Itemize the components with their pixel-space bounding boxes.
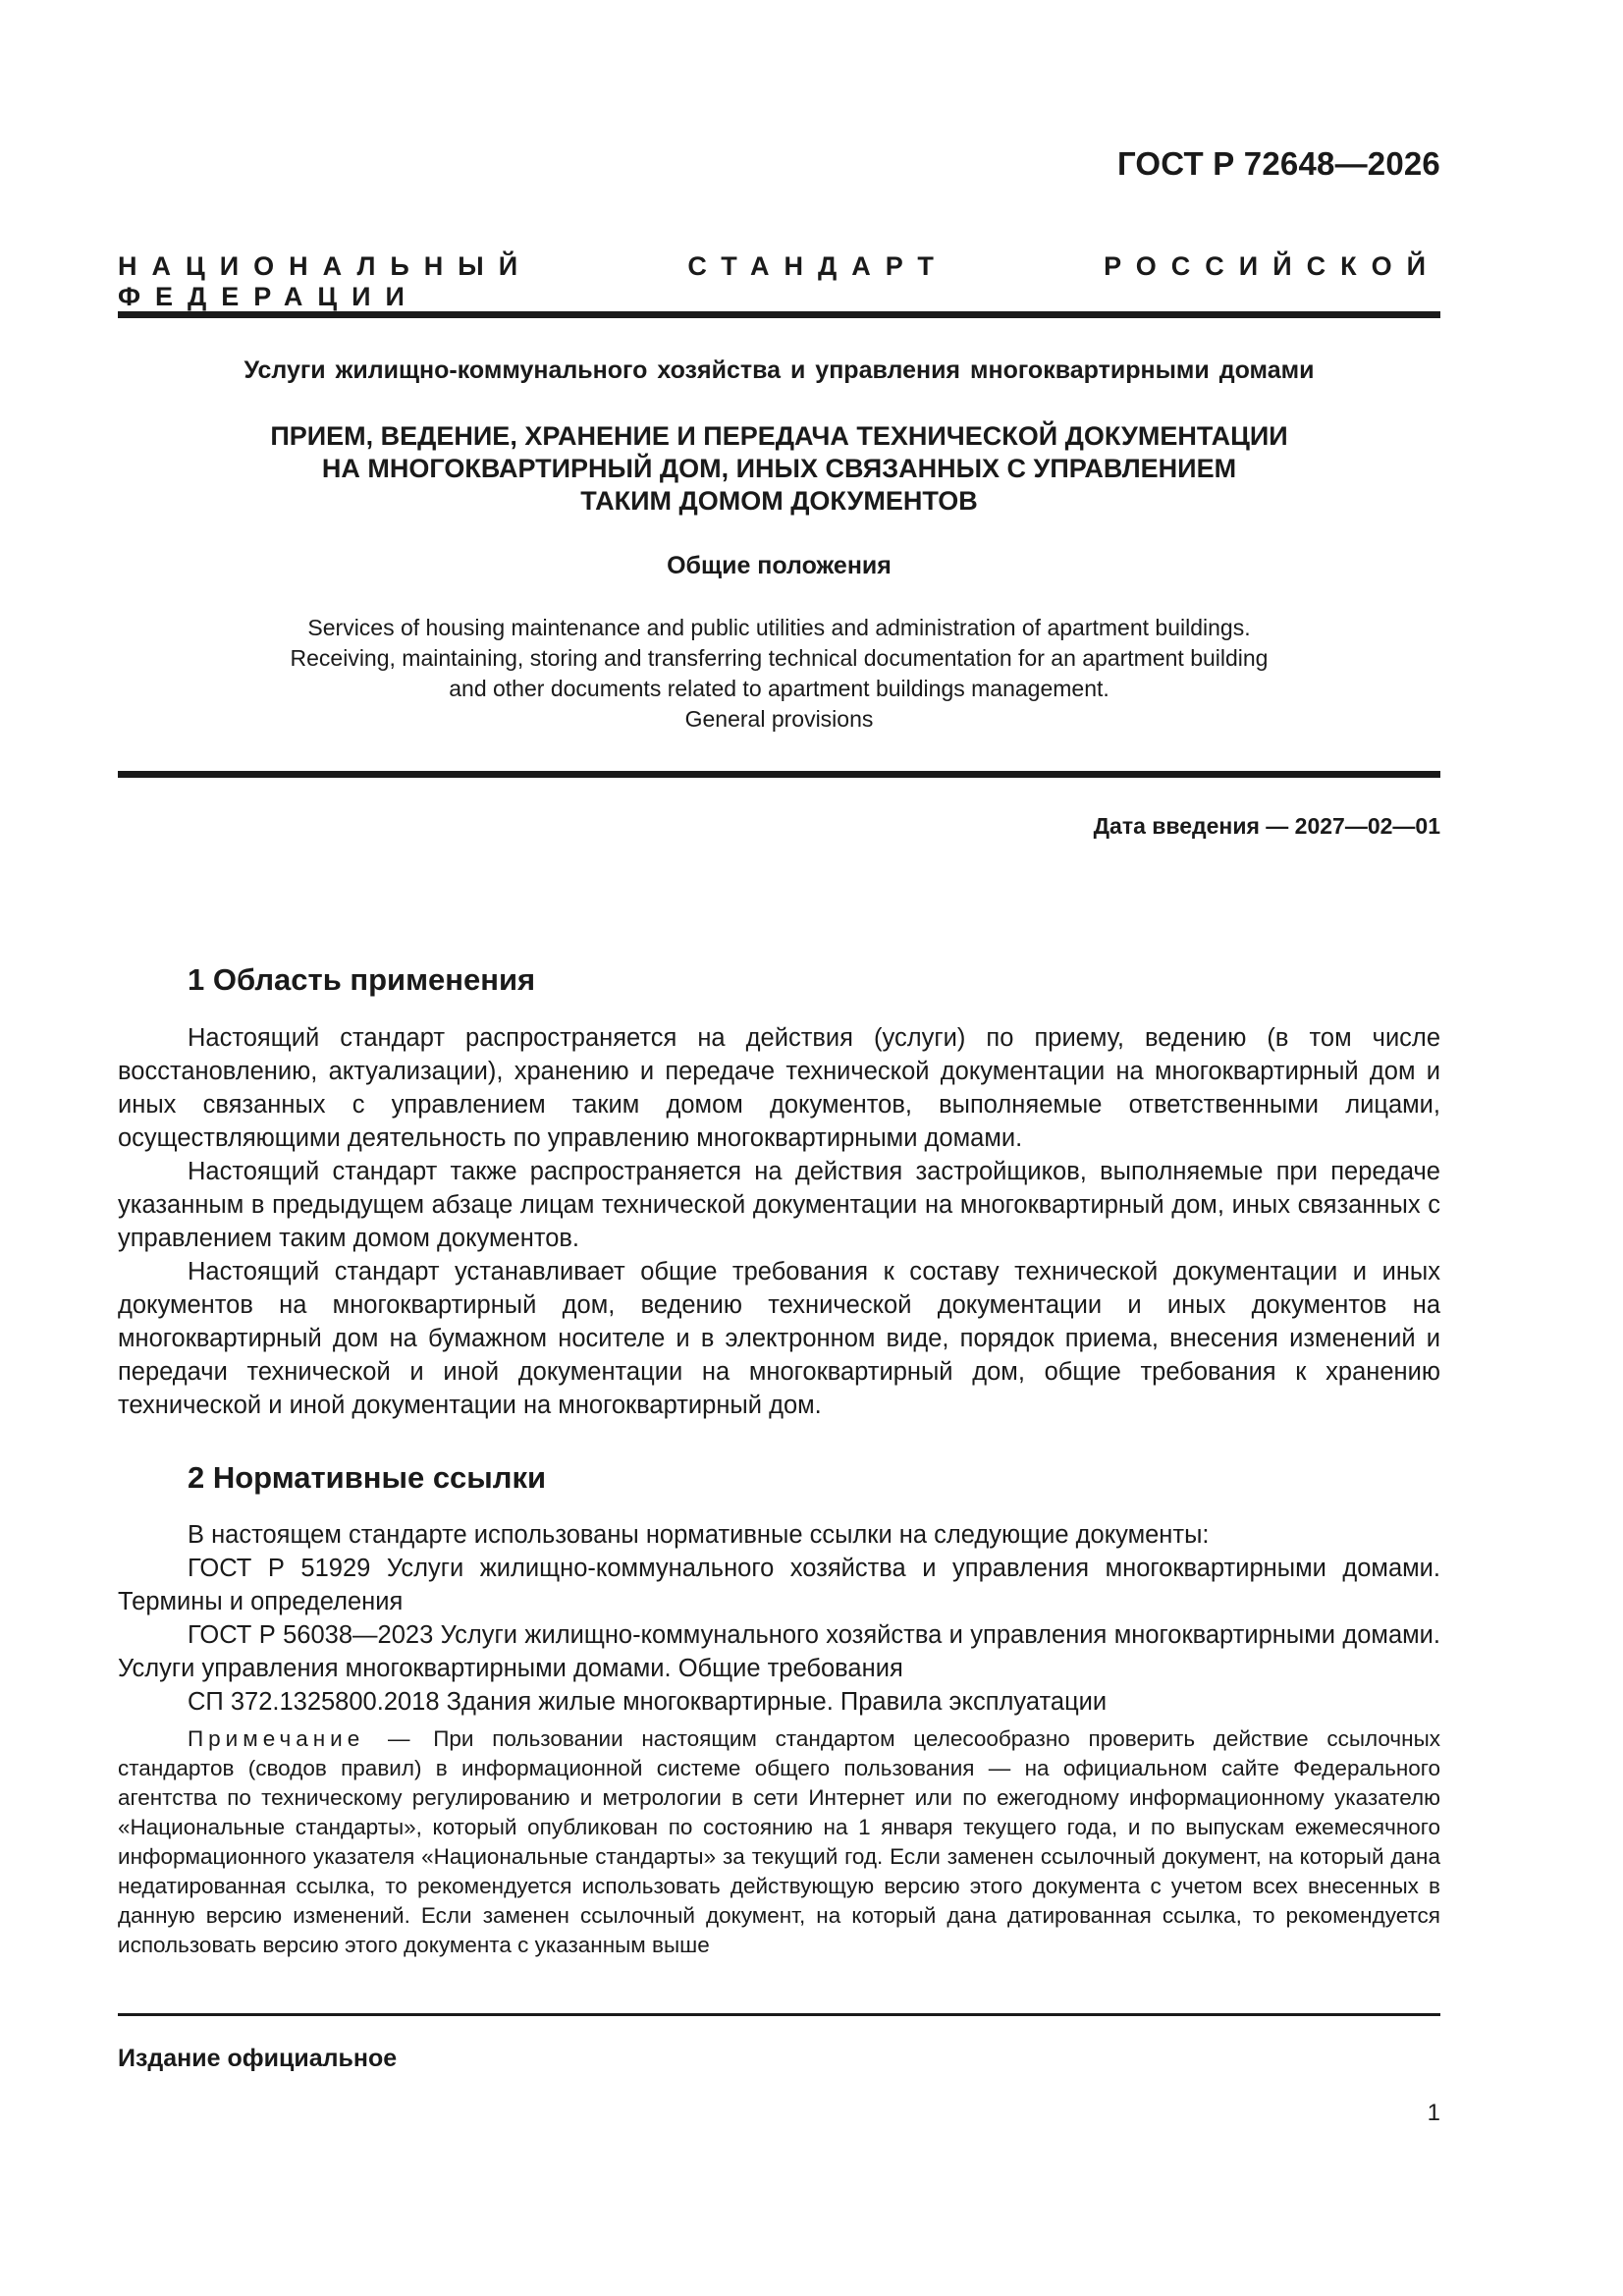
title-bottom-rule bbox=[118, 771, 1440, 778]
doc-number: ГОСТ Р 72648—2026 bbox=[1116, 145, 1440, 182]
sector-title: Услуги жилищно-коммунального хозяйства и управления многоквартирными домами bbox=[243, 356, 1315, 384]
national-standard-banner: НАЦИОНАЛЬНЫЙ СТАНДАРТ РОССИЙСКОЙ ФЕДЕРАЦИИ bbox=[118, 251, 1440, 311]
english-title bbox=[118, 613, 1440, 735]
subtitle: Общие положения bbox=[667, 552, 892, 579]
official-edition-label: Издание официальное bbox=[118, 2045, 398, 2072]
note-label: Примечание — bbox=[188, 1726, 415, 1751]
footer-rule bbox=[118, 2013, 1440, 2016]
main-title bbox=[118, 420, 1440, 518]
section-2-body bbox=[118, 1518, 1440, 1719]
main-title-line: ПРИЕМ, ВЕДЕНИЕ, ХРАНЕНИЕ И ПЕРЕДАЧА ТЕХНИЧЕСКОЙ ДОКУМЕНТАЦИИ bbox=[270, 421, 1288, 451]
english-title-line: Services of housing maintenance and public utilities and administration of apartment buildings. bbox=[307, 615, 1251, 640]
note bbox=[118, 1724, 1440, 1960]
paragraph: В настоящем стандарте использованы нормативные ссылки на следующие документы: bbox=[188, 1521, 1210, 1549]
english-title-line: Receiving, maintaining, storing and transferring technical documentation for an apartment building bbox=[290, 645, 1269, 671]
top-rule bbox=[118, 311, 1440, 318]
section-1-heading: 1 Область применения bbox=[188, 962, 536, 997]
reference-item: ГОСТ Р 56038—2023 Услуги жилищно-коммунального хозяйства и управления многоквартирными домами. Услуги управления многоквартирными домами. Общие требования bbox=[118, 1621, 1440, 1682]
paragraph: Настоящий стандарт устанавливает общие требования к составу технической документации и иных документов на многоквартирный дом, ведению технической документации и иных документов на многоквартирный дом на бумажном носителе и в электронном виде, порядок приема, внесения изменений и передачи технической и иной документации на многоквартирный дом, общие требования к хранению технической и иной документации на многоквартирный дом. bbox=[118, 1258, 1440, 1419]
section-1-body bbox=[118, 1021, 1440, 1422]
english-title-line: and other documents related to apartment buildings management. bbox=[449, 676, 1109, 701]
paragraph: Настоящий стандарт также распространяется на действия застройщиков, выполняемые при передаче указанным в предыдущем абзаце лицам технической документации на многоквартирный дом, иных связанных с управлением таким домом документов. bbox=[118, 1158, 1440, 1252]
intro-date: Дата введения — 2027—02—01 bbox=[1093, 813, 1440, 839]
paragraph: Настоящий стандарт распространяется на действия (услуги) по приему, ведению (в том числе восстановлению, актуализации), хранению и передаче технической документации на многоквартирный дом и иных связанных с управлением таким домом документов, выполняемые ответственными лицами, осуществляющими деятельность по управлению многоквартирными домами. bbox=[118, 1024, 1440, 1152]
note-text: При пользовании настоящим стандартом целесообразно проверить действие ссылочных стандартов (сводов правил) в информационной системе общего пользования — на официальном сайте Федерального агентства по техническому регулированию и метрологии в сети Интернет или по ежегодному информационному указателю «Национальные стандарты», который опубликован по состоянию на 1 января текущего года, и по выпускам ежемесячного информационного указателя «Национальные стандарты» за текущий год. Если заменен ссылочный документ, на который дана недатированная ссылка, то рекомендуется использовать действующую версию этого документа с учетом всех внесенных в данную версию изменений. Если заменен ссылочный документ, на который дана датированная ссылка, то рекомендуется использовать версию этого документа с указанным выше bbox=[118, 1726, 1440, 1957]
page-number: 1 bbox=[1427, 2100, 1440, 2126]
english-title-line: General provisions bbox=[684, 706, 874, 732]
section-2-heading: 2 Нормативные ссылки bbox=[188, 1460, 547, 1495]
main-title-line: ТАКИМ ДОМОМ ДОКУМЕНТОВ bbox=[580, 486, 978, 516]
main-title-line: НА МНОГОКВАРТИРНЫЙ ДОМ, ИНЫХ СВЯЗАННЫХ С УПРАВЛЕНИЕМ bbox=[321, 454, 1237, 483]
reference-item: ГОСТ Р 51929 Услуги жилищно-коммунального хозяйства и управления многоквартирными домами. Термины и определения bbox=[118, 1555, 1440, 1615]
reference-item: СП 372.1325800.2018 Здания жилые многоквартирные. Правила эксплуатации bbox=[188, 1688, 1108, 1716]
